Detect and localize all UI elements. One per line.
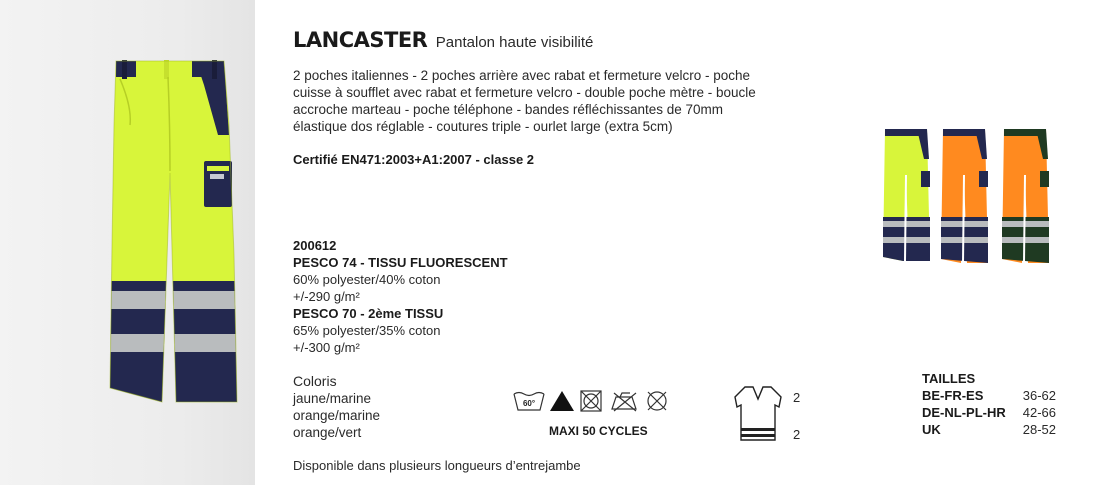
color-list — [293, 373, 380, 441]
vest-class-icon — [733, 385, 783, 443]
product-name: LANCASTER — [293, 28, 428, 52]
size-table — [922, 370, 1056, 438]
wash-temp-label: 60° — [522, 399, 536, 408]
main-pants-image — [100, 55, 250, 405]
fabric1-composition: 60% polyester/40% coton — [293, 272, 441, 287]
color-item: orange/vert — [293, 425, 362, 440]
size-range: 36-62 — [1022, 388, 1056, 403]
color-item: jaune/marine — [293, 391, 372, 406]
size-region: DE-NL-PL-HR — [922, 405, 1006, 420]
color-item: orange/marine — [293, 408, 381, 423]
fabric2-weight: +/-300 g/m² — [293, 340, 360, 355]
colors-heading: Coloris — [293, 373, 337, 389]
no-dryclean-icon — [648, 392, 666, 410]
product-title — [293, 28, 593, 52]
article-code: 200612 — [293, 238, 337, 253]
variant-orange-navy — [941, 129, 988, 263]
no-tumble-dry-icon — [581, 391, 601, 411]
variant-orange-green — [1002, 129, 1049, 263]
fabric2-name: PESCO 70 - 2ème TISSU — [293, 306, 444, 321]
no-iron-icon — [612, 393, 636, 411]
bleach-icon — [550, 391, 574, 411]
size-row — [922, 421, 1056, 438]
size-row — [922, 404, 1056, 421]
size-row — [922, 387, 1056, 404]
description-line: cuisse à soufflet avec rabat et fermeture velcro - double poche mètre - boucle — [293, 85, 756, 100]
fabric2-composition: 65% polyester/35% coton — [293, 323, 441, 338]
description-line: élastique dos réglable - coutures triple - ourlet large (extra 5cm) — [293, 119, 673, 134]
max-cycles: MAXI 50 CYCLES — [549, 424, 648, 438]
availability-note: Disponible dans plusieurs longueurs d’entrejambe — [293, 458, 581, 473]
size-region: BE-FR-ES — [922, 388, 984, 403]
product-description — [293, 67, 756, 135]
certification: Certifié EN471:2003+A1:2007 - classe 2 — [293, 152, 535, 167]
wash-60-icon — [514, 393, 544, 411]
description-line: 2 poches italiennes - 2 poches arrière avec rabat et fermeture velcro - poche — [293, 68, 750, 83]
variant-yellow-navy — [883, 129, 930, 261]
fabric1-name: PESCO 74 - TISSU FLUORESCENT — [293, 255, 508, 270]
reflective-class-value: 2 — [793, 427, 801, 442]
sizes-heading: TAILLES — [922, 371, 976, 386]
size-range: 42-66 — [1022, 405, 1056, 420]
care-symbols — [512, 388, 672, 416]
size-range: 28-52 — [1022, 422, 1056, 437]
fabric-info — [293, 237, 508, 356]
product-subtitle: Pantalon haute visibilité — [435, 34, 594, 51]
description-line: accroche marteau - poche téléphone - bandes réfléchissantes de 70mm — [293, 102, 723, 117]
surface-class-value: 2 — [793, 390, 801, 405]
size-region: UK — [922, 422, 941, 437]
color-variants-image — [880, 125, 1062, 270]
reflective-band-1 — [100, 291, 250, 309]
fabric1-weight: +/-290 g/m² — [293, 289, 360, 304]
